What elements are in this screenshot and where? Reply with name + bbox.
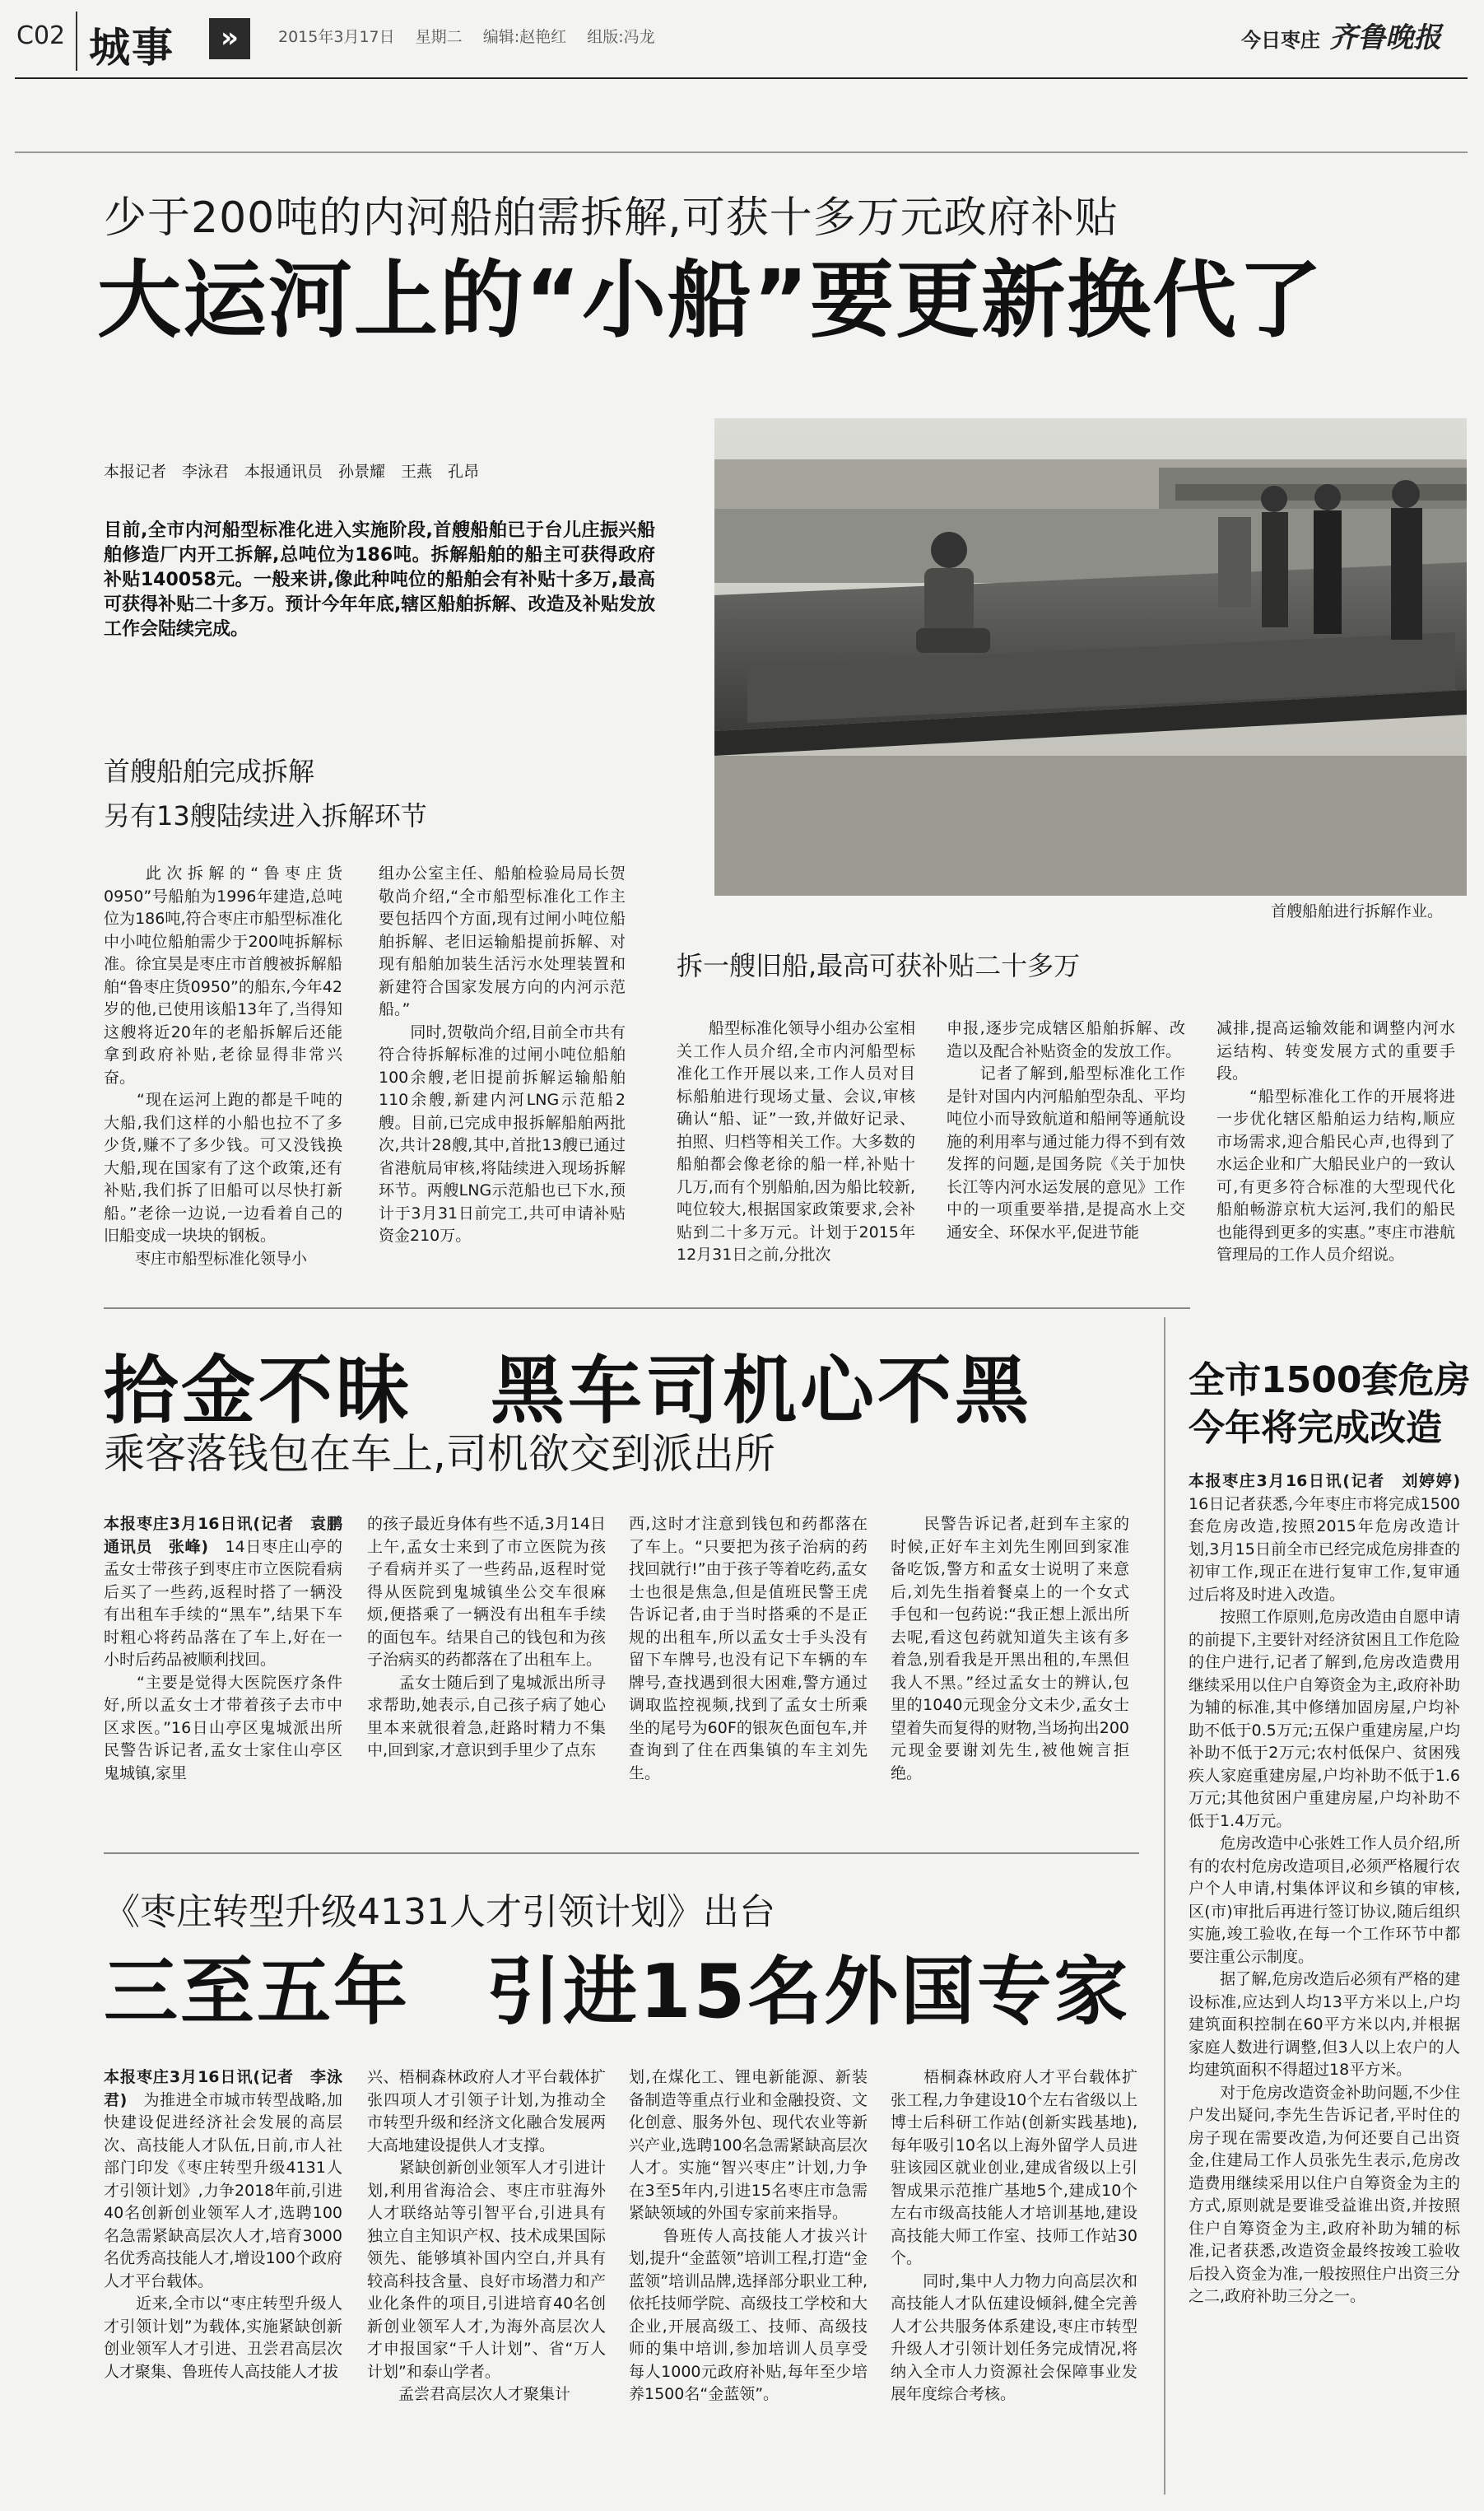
article2-column-3: 西,这时才注意到钱包和药都落在了车上。“只要把为孩子治病的药找回就行!”由于孩子等着吃药,孟女士也很是焦急,但是值班民警王虎告诉记者,由于当时搭乘的不是正规的出租车,所以孟女士手头没有留下车牌号,也没有记下车辆的车牌号,查找遇到很大困难,警方通过调取监控视频,找到了孟女士所乘坐的尾号为60F的银灰色面包车,并查询到了住在西集镇的车主刘先生。: [629, 1515, 868, 1782]
masthead-rule: [15, 77, 1468, 79]
article3-headline-line2: 今年将完成改造: [1189, 1407, 1442, 1449]
masthead-divider: [76, 12, 77, 71]
article2-column-2: 的孩子最近身体有些不适,3月14日上午,孟女士来到了市立医院为孩子看病并买了一些药品,返程时觉得从医院到鬼城镇坐公交车很麻烦,便搭乘了一辆没有出租车手续的面包车。结果自己的钱包和为孩子治病买的药都落在了出租车上。 孟女士随后到了鬼城派出所寻求帮助,她表示,自己孩子病了她心里本来就很着急,赶路时精力不集中,回到家,才意识到手里少了点东: [367, 1515, 606, 1759]
masthead-info: [278, 25, 655, 47]
brand: [1241, 15, 1441, 55]
article4-column-1-text: 为推进全市城市转型战略,加快建设促进经济社会发展的高层次、高技能人才队伍,日前,市人社部门印发《枣庄转型升级4131人才引领计划》,力争2018年前,引进40名创新创业领军人才,选聘100名急需紧缺高层次人才,培育3000名优秀高技能人才,增设100个政府人才平台载体。 近来,全市以“枣庄转型升级人才引领计划”为载体,实施紧缺创新创业领军人才引进、丑尝君高层次人才聚集、鲁班传人高技能人才拔: [104, 2090, 343, 2381]
article2-column-4: 民警告诉记者,赶到车主家的时候,正好车主刘先生刚回到家准备吃饭,警方和孟女士说明了来意后,刘先生指着餐桌上的一个女式手包和一包药说:“我正想上派出所去呢,看这包药就知道失主该有多着急,别看我是开黑出租的,车黑但我人不黑。”经过孟女士的辨认,包里的1040元现金分文未少,孟女士望着失而复得的财物,当场拘出200元现金要谢刘先生,被他婉言拒绝。: [891, 1515, 1129, 1782]
editor-credit: 编辑:赵艳红: [482, 28, 567, 46]
issue-date: 2015年3月17日: [278, 28, 395, 46]
article1-bottom-rule: [104, 1307, 1190, 1309]
article4-headline: 三至五年 引进15名外国专家: [104, 1949, 1131, 2035]
article4-column-2: 兴、梧桐森林政府人才平台载体扩张四项人才引领子计划,为推动全市转型升级和经济文化融合发展两大高地建设提供人才支撑。 紧缺创新创业领军人才引进计划,利用省海洽会、枣庄市驻海外人才联络站等引智平台,引进具有独立自主知识产权、技术成果国际领先、能够填补国内空白,并具有较高科技含量、良好市场潜力和产业化条件的项目,引进培育40名创新创业领军人才,为海外高层次人才申报国家“千人计划”、省“万人计划”和泰山学者。 孟尝君高层次人才聚集计: [367, 2068, 606, 2403]
article1-byline: 本报记者 李泳君 本报通讯员 孙景耀 王燕 孔昂: [104, 463, 480, 481]
article3-dateline: 本报枣庄3月16日讯(记者 刘婷婷): [1189, 1472, 1460, 1490]
article1-lead: 目前,全市内河船型标准化进入实施阶段,首艘船舶已于台儿庄振兴船舶修造厂内开工拆解,总吨位为186吨。拆解船舶的船主可获得政府补贴140058元。一般来讲,像此种吨位的船舶会有补贴十多万,最高可获得补贴二十多万。预计今年年底,辖区船舶拆解、改造及补贴发放工作会陆续完成。: [104, 520, 655, 640]
article4-dateline: 本报枣庄3月16日讯(记者 李泳君): [104, 2068, 342, 2109]
layout-credit: 组版:冯龙: [587, 28, 655, 46]
section-arrow-icon: »: [209, 18, 250, 59]
article3-headline-line1: 全市1500套危房: [1189, 1359, 1471, 1401]
article1-photo-caption: 首艘船舶进行拆解作业。: [1271, 902, 1444, 920]
article4-column-1: [104, 2066, 342, 2495]
article1-subhead2: 拆一艘旧船,最高可获补贴二十多万: [677, 950, 1081, 981]
article1-column-5: 减排,提高运输效能和调整内河水运结构、转变发展方式的重要手段。 “船型标准化工作的开展将进一步优化辖区船舶运力结构,顺应市场需求,迎合船民心声,也得到了水运企业和广大船民业户的一致认可,有更多符合标准的大型现代化船舶畅游京杭大运河,我们的船民也能得到更多的实惠。”枣庄市港航管理局的工作人员介绍说。: [1217, 1019, 1455, 1264]
article4-column-3: 划,在煤化工、锂电新能源、新装备制造等重点行业和金融投资、文化创意、服务外包、现代农业等新兴产业,选聘100名急需紧缺高层次人才。实施“智兴枣庄”计划,力争在3至5年内,引进15名枣庄市急需紧缺领域的外国专家前来指导。 鲁班传人高技能人才拔兴计划,提升“金蓝领”培训工程,打造“金蓝领”培训品牌,选择部分职业工种,依托技师学院、高级技工学校和大企业,开展高级工、技师、高级技师的集中培训,参加培训人员享受每人1000元政府补贴,每年至少培养1500名“金蓝领”。: [629, 2068, 868, 2403]
article1-headline: 大运河上的“小船”要更新换代了: [97, 252, 1324, 350]
sidebar-divider: [1164, 1317, 1165, 2495]
article1-kicker: 少于200吨的内河船舶需拆解,可获十多万元政府补贴: [104, 193, 1119, 243]
article4-column-4: 梧桐森林政府人才平台载体扩张工程,力争建设10个左右省级以上博士后科研工作站(创新实践基地),每年吸引10名以上海外留学人员进驻该园区就业创业,建成省级以上引智成果示范推广基地5个,建成10个左右市级高技能人才培训基地,建设高技能大师工作室、技师工作站30个。 同时,集中人力物力向高层次和高技能人才队伍建设倾斜,健全完善人才公共服务体系建设,枣庄市转型升级人才引领计划任务完成情况,将纳入全市人力资源社会保障事业发展年度综合考核。: [891, 2068, 1137, 2403]
ship-dismantling-illustration: [714, 418, 1467, 896]
article3-body: [1189, 1470, 1460, 2491]
newspaper-logo: 齐鲁晚报: [1329, 21, 1442, 54]
article1-column-1: 此次拆解的“鲁枣庄货0950”号船舶为1996年建造,总吨位为186吨,符合枣庄市船型标准化中小吨位船舶需少于200吨拆解标准。徐宜昊是枣庄市首艘被拆解船舶“鲁枣庄货0950”的船东,今年42岁的他,已使用该船13年了,当得知这艘将近20年的老船拆解后还能拿到政府补贴,老徐显得非常兴奋。 “现在运河上跑的都是千吨的大船,我们这样的小船也拉不了多少货,赚不了多少钱。可又没钱换大船,现在国家有了这个政策,还有补贴,我们拆了旧船可以尽快打新船。”老徐一边说,一边看着自己的旧船变成一块块的钢板。 枣庄市船型标准化领导小: [104, 864, 342, 1268]
article1-column-3: 船型标准化领导小组办公室相关工作人员介绍,全市内河船型标准化工作开展以来,工作人员对目标船舶进行现场丈量、会议,审核确认“船、证”一致,并做好记录、拍照、归档等相关工作。大多数的船舶都会像老徐的船一样,补贴十几万,而有个别船舶,因为船比较新,吨位较大,根据国家政策要求,会补贴到二十多万元。计划于2015年12月31日之前,分批次: [677, 1019, 915, 1264]
page-number: C02: [16, 21, 66, 50]
article2-dateline: 本报枣庄3月16日讯(记者 袁鹏 通讯员 张峰): [104, 1515, 359, 1556]
article1-photo: [714, 418, 1467, 896]
article1-subhead1-line2: 另有13艘陆续进入拆解环节: [104, 800, 427, 832]
article2-subhead: 乘客落钱包在车上,司机欲交到派出所: [104, 1430, 775, 1478]
article1-subhead1-line1: 首艘船舶完成拆解: [104, 756, 315, 787]
article4-kicker: 《枣庄转型升级4131人才引领计划》出台: [104, 1891, 775, 1933]
article2-column-1: [104, 1513, 359, 1842]
article1-column-2: 组办公室主任、船舶检验局局长贺敬尚介绍,“全市船型标准化工作主要包括四个方面,现有过闸小吨位船舶拆解、老旧运输船提前拆解、对现有船舶加装生活污水处理装置和新建符合国家发展方向的内河示范船。” 同时,贺敬尚介绍,目前全市共有符合待拆解标准的过闸小吨位船舶100余艘,老旧提前拆解运输船舶110余艘,新建内河LNG示范船2艘。目前,已完成申报拆解船舶两批次,共计28艘,其中,首批13艘已通过省港航局审核,将陆续进入现场拆解环节。两艘LNG示范船也已下水,预计于3月31日前完工,共可申请补贴资金210万。: [379, 864, 626, 1245]
issue-weekday: 星期二: [415, 28, 463, 46]
section-title: 城事: [89, 24, 174, 72]
brand-name: 今日枣庄: [1241, 29, 1320, 52]
article2-column-1-text: 14日枣庄山亭的孟女士带孩子到枣庄市立医院看病后买了一些药,返程时搭了一辆没有出租车手续的“黑车”,结果下车时粗心将药品落在了车上,好在一小时后药品被顺利找回。 “主要是觉得大医院医疗条件好,所以孟女士才带着孩子去市中区求医。”16日山亭区鬼城派出所民警告诉记者,孟女士家住山亭区鬼城镇,家里: [104, 1537, 342, 1782]
masthead-rule-2: [15, 151, 1468, 153]
article2-headline: 拾金不昧 黑车司机心不黑: [104, 1348, 1032, 1434]
article2-bottom-rule: [104, 1852, 1139, 1854]
article1-column-4: 申报,逐步完成辖区船舶拆解、改造以及配合补贴资金的发放工作。 记者了解到,船型标准化工作是针对国内内河船舶型杂乱、平均吨位小而导致航道和船闸等通航设施的利用率与通过能力得不到有效发挥的问题,是国务院《关于加快长江等内河水运发展的意见》工作中的一项重要举措,是提高水上交通安全、环保水平,促进节能: [947, 1019, 1185, 1242]
article3-body-text: 16日记者获悉,今年枣庄市将完成1500套危房改造,按照2015年危房改造计划,3月15日前全市已经完成危房排查的初审工作,现正在进行复审工作,复审通过后将及时进入改造。 按照工作原则,危房改造由自愿申请的前提下,主要针对经济贫困且工作危险的住户进行,记者了解到,危房改造费用继续采用以住户自筹资金为主,政府补助为辅的标准,其中修缮加固房屋,户均补助不低于0.5万元;五保户重建房屋,户均补助不低于2万元;农村低保户、贫困残疾人家庭重建房屋,户均补助不低于1.6万元;其他贫困户重建房屋,户均补助不低于1.4万元。 危房改造中心张姓工作人员介绍,所有的农村危房改造项目,必须严格履行农户个人申请,村集体评议和乡镇的审核,区(市)审批后再进行签订协议,随后组织实施,竣工验收,在每一个工作环节中都要注重公示制度。 据了解,危房改造后必须有严格的建设标准,应达到人均13平方米以上,户均建筑面积控制在60平方米以内,并根据家庭人数进行调整,但3人以上农户的人均建筑面积不得超过18平方米。 对于危房改造资金补助问题,不少住户发出疑问,李先生告诉记者,平时住的房子现在需要改造,为何还要自己出资金,住建局工作人员张先生表示,危房改造费用继续采用以住户自筹资金为主的方式,原则就是要谁受益谁出资,并按照住户自筹资金为主,政府补助为辅的标准,记者获悉,改造资金最终按竣工验收后投入资金为准,一般按照住户出资三分之二,政府补助三分之一。: [1189, 1494, 1460, 2305]
